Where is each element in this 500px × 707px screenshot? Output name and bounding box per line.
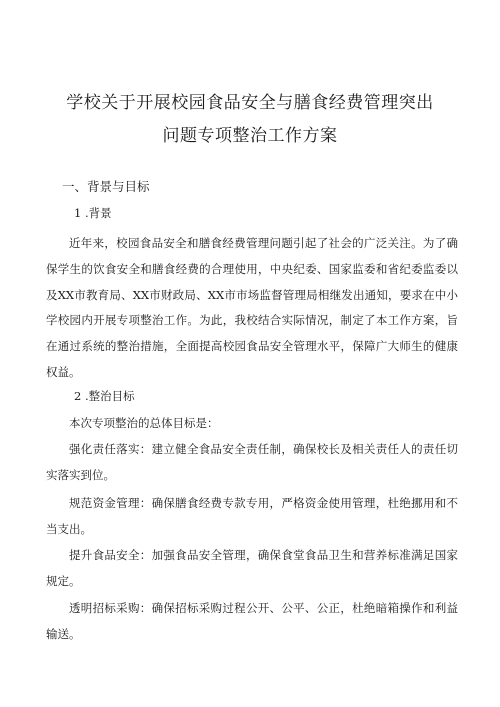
section-heading-background-and-goals: 一、背景与目标 xyxy=(62,179,150,194)
document-title-line-1: 学校关于开展校园食品安全与膳食经费管理突出 xyxy=(66,93,434,113)
goals-intro-paragraph: 本次专项整治的总体目标是： xyxy=(69,416,219,430)
background-paragraph: 近年来，校园食品安全和膳食经费管理问题引起了社会的广泛关注。为了确保学生的饮食安全和膳食经费的合理使用，中央纪委、国家监委和省纪委监委以及XX市教育局、XX市财政局、XX市市场监督管理局相继发出通知，要求在中小学校园内开展专项整治工作。为此，我校结合实际情况，制定了本工作方案，旨在通过系统的整治措施，全面提高校园食品安全管理水平，保障广大师生的健康权益。 xyxy=(46,236,458,379)
goal-item-fund-management: 规范资金管理：确保膳食经费专款专用，严格资金使用管理，杜绝挪用和不当支出。 xyxy=(46,496,458,536)
goal-item-procurement: 透明招标采购：确保招标采购过程公开、公平、公正，杜绝暗箱操作和利益输送。 xyxy=(46,601,458,641)
document-title-line-2: 问题专项整治工作方案 xyxy=(162,126,338,146)
subsection-heading-background: 1 .背景 xyxy=(74,206,112,220)
subsection-heading-goals: 2 .整治目标 xyxy=(74,389,135,403)
goal-item-food-safety: 提升食品安全：加强食品安全管理，确保食堂食品卫生和营养标准满足国家规定。 xyxy=(46,548,458,588)
goal-item-responsibility: 强化责任落实：建立健全食品安全责任制，确保校长及相关责任人的责任切实落实到位。 xyxy=(46,442,458,482)
